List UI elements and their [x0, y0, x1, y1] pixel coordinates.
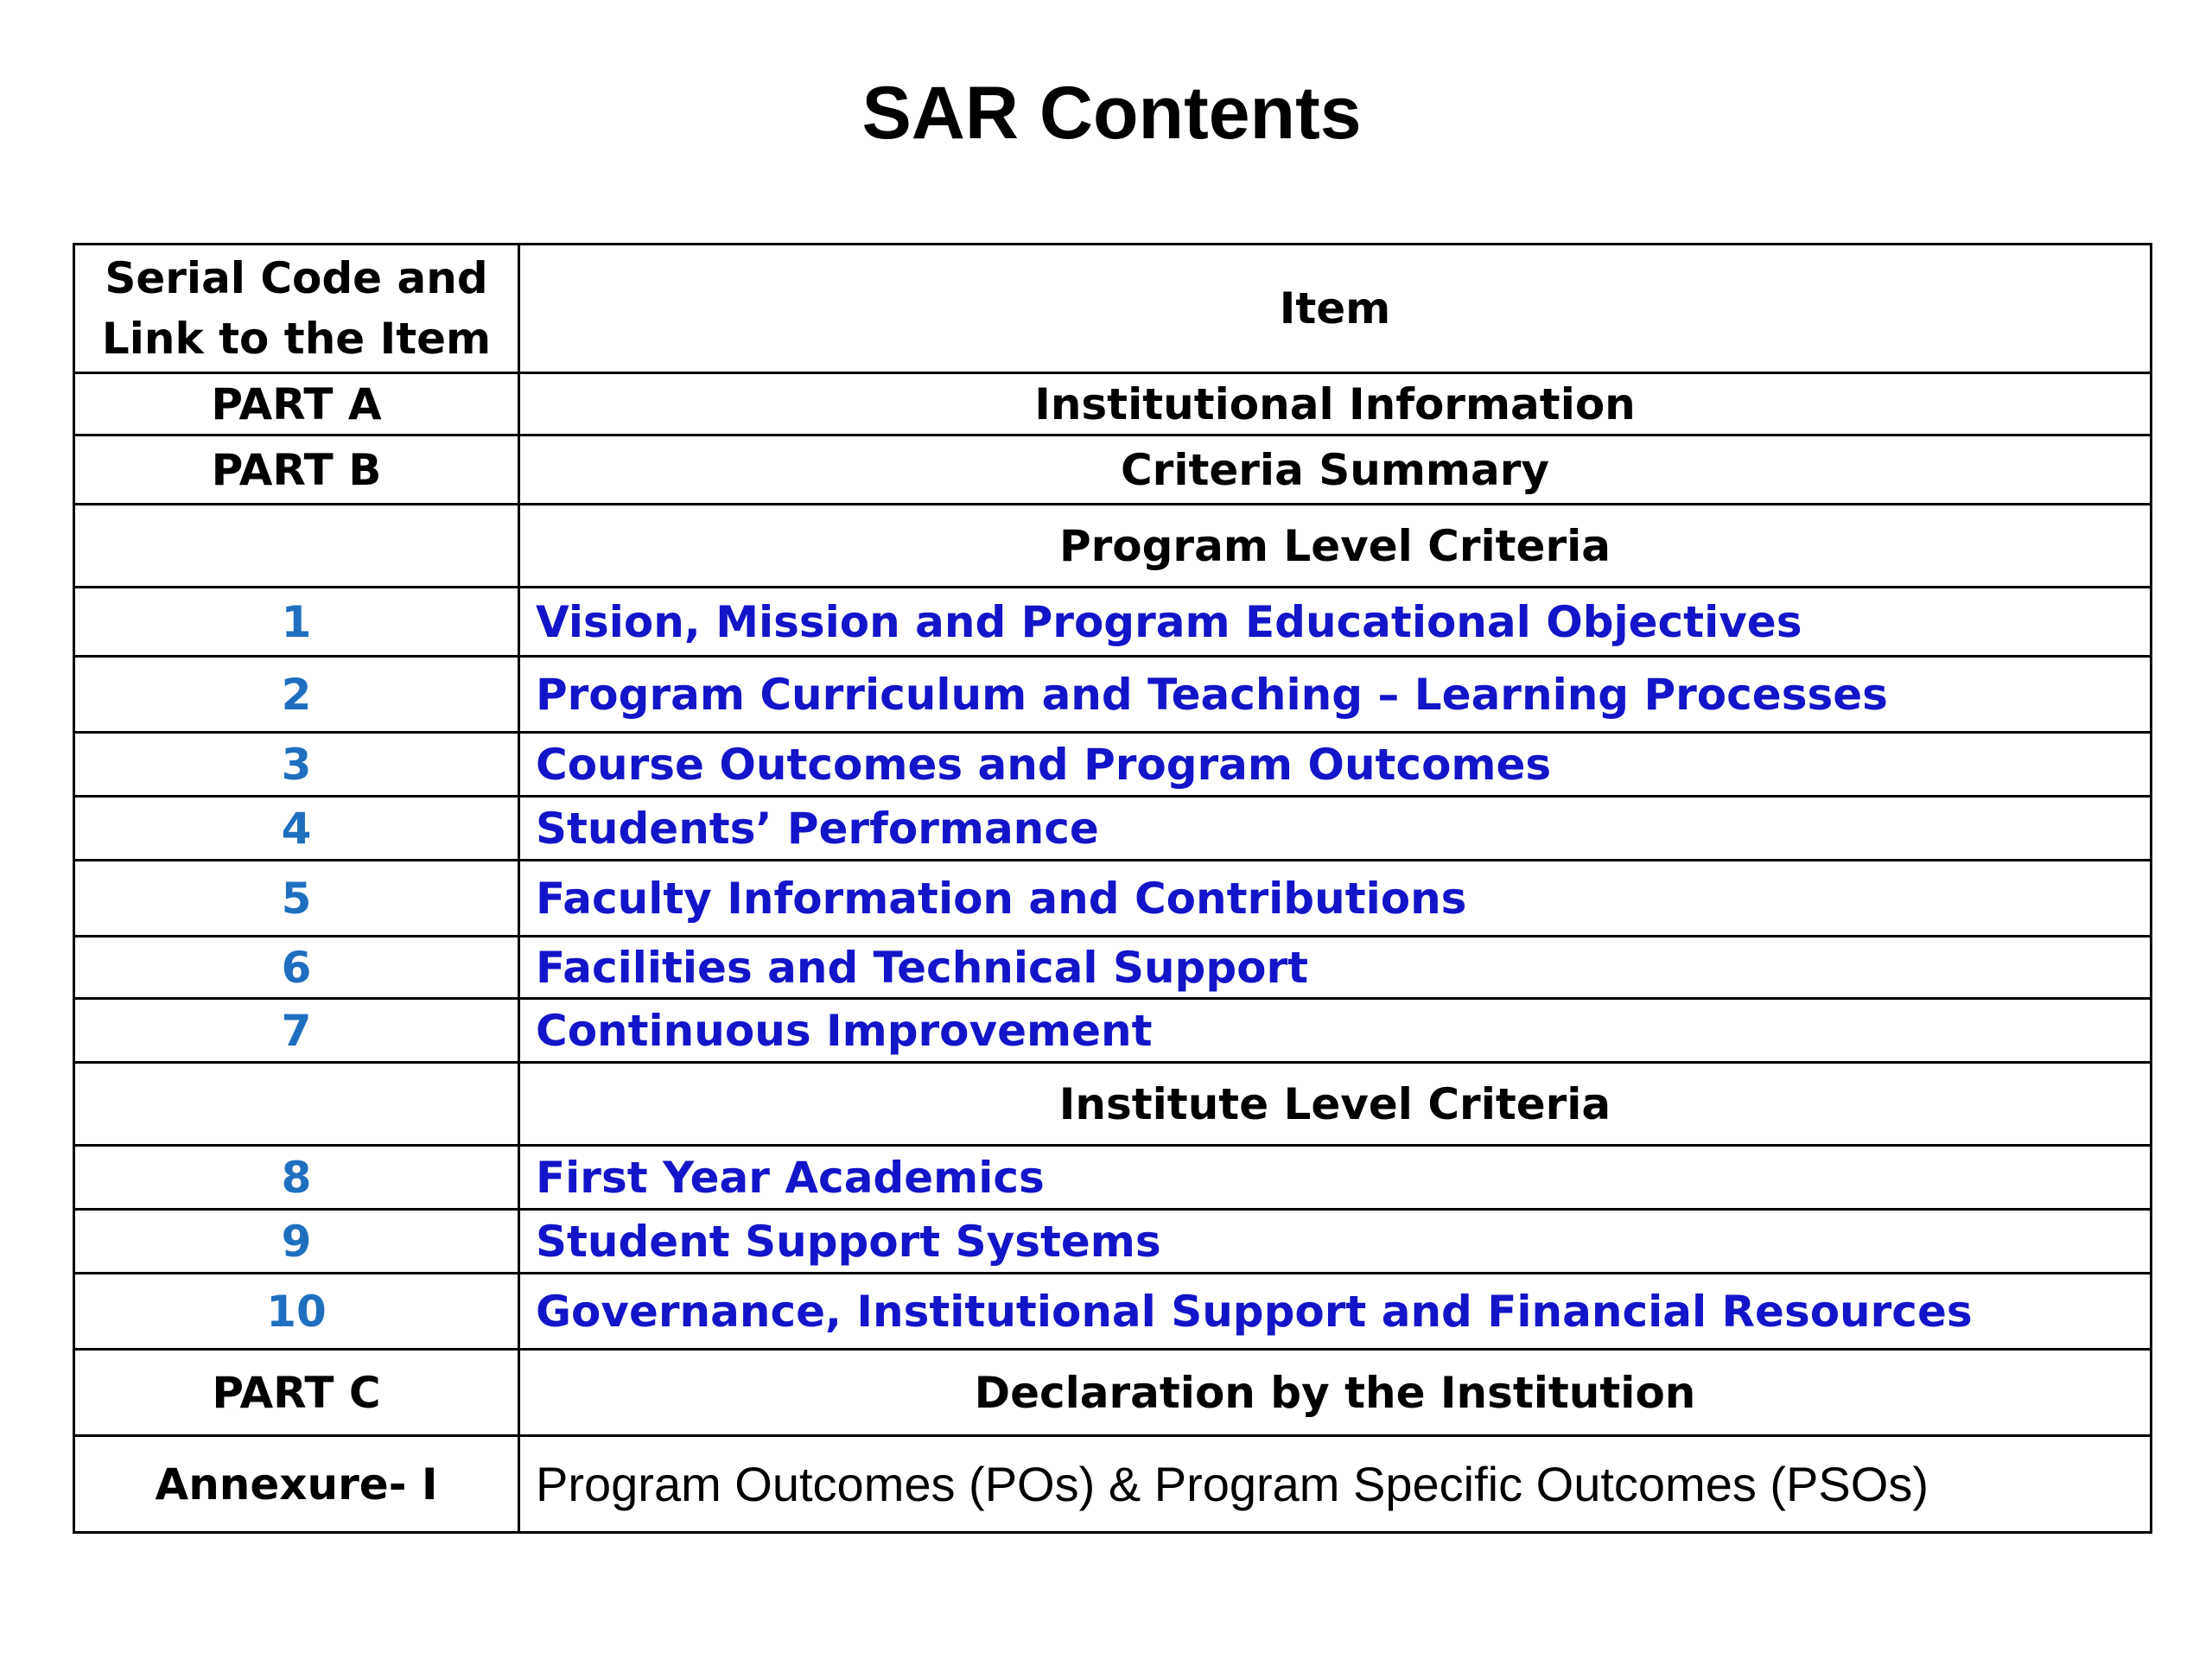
criterion-link-2[interactable]: Program Curriculum and Teaching – Learning Processes: [519, 657, 2152, 733]
row-code-part-c: PART C: [74, 1350, 519, 1436]
table-row[interactable]: [74, 657, 2152, 733]
table-row[interactable]: [74, 937, 2152, 999]
table-row[interactable]: [74, 861, 2152, 937]
table-row: [74, 1436, 2152, 1533]
page-title: SAR Contents: [861, 72, 1362, 155]
table-row[interactable]: [74, 588, 2152, 657]
header-serial-code-line2: Link to the Item: [101, 314, 492, 364]
row-code-empty: [74, 505, 519, 588]
table-row: [74, 1350, 2152, 1436]
table-row[interactable]: [74, 1146, 2152, 1210]
criterion-link-code-6[interactable]: 6: [74, 937, 519, 999]
table-row: [74, 435, 2152, 505]
criterion-link-code-2[interactable]: 2: [74, 657, 519, 733]
criterion-link-5[interactable]: Faculty Information and Contributions: [519, 861, 2152, 937]
row-item-declaration: Declaration by the Institution: [519, 1350, 2152, 1436]
table-row: [74, 505, 2152, 588]
criterion-link-code-8[interactable]: 8: [74, 1146, 519, 1210]
table-row: [74, 373, 2152, 435]
criterion-link-7[interactable]: Continuous Improvement: [519, 999, 2152, 1063]
criterion-link-1[interactable]: Vision, Mission and Program Educational Objectives: [519, 588, 2152, 657]
criterion-link-code-1[interactable]: 1: [74, 588, 519, 657]
header-serial-code-line1: Serial Code and: [105, 253, 488, 303]
section-heading-institute-level: Institute Level Criteria: [519, 1063, 2152, 1146]
row-code-empty: [74, 1063, 519, 1146]
sar-contents-table: [73, 243, 2152, 1534]
criterion-link-6[interactable]: Facilities and Technical Support: [519, 937, 2152, 999]
row-code-part-b: PART B: [74, 435, 519, 505]
table-row[interactable]: [74, 733, 2152, 797]
header-serial-code: [74, 245, 519, 373]
criterion-link-code-5[interactable]: 5: [74, 861, 519, 937]
criterion-link-8[interactable]: First Year Academics: [519, 1146, 2152, 1210]
table-row[interactable]: [74, 797, 2152, 861]
header-item: Item: [519, 245, 2152, 373]
row-code-part-a: PART A: [74, 373, 519, 435]
table-row: [74, 1063, 2152, 1146]
criterion-link-3[interactable]: Course Outcomes and Program Outcomes: [519, 733, 2152, 797]
table-header-row: [74, 245, 2152, 373]
table-row[interactable]: [74, 1274, 2152, 1350]
criterion-link-code-10[interactable]: 10: [74, 1274, 519, 1350]
row-item-criteria-summary: Criteria Summary: [519, 435, 2152, 505]
row-item-program-outcomes: Program Outcomes (POs) & Program Specific Outcomes (PSOs): [519, 1436, 2152, 1533]
criterion-link-9[interactable]: Student Support Systems: [519, 1210, 2152, 1274]
criterion-link-code-4[interactable]: 4: [74, 797, 519, 861]
table-row[interactable]: [74, 1210, 2152, 1274]
row-item-institutional-information: Institutional Information: [519, 373, 2152, 435]
criterion-link-code-7[interactable]: 7: [74, 999, 519, 1063]
section-heading-program-level: Program Level Criteria: [519, 505, 2152, 588]
row-code-annexure: Annexure- I: [74, 1436, 519, 1533]
criterion-link-code-3[interactable]: 3: [74, 733, 519, 797]
criterion-link-code-9[interactable]: 9: [74, 1210, 519, 1274]
criterion-link-10[interactable]: Governance, Institutional Support and Financial Resources: [519, 1274, 2152, 1350]
table-row[interactable]: [74, 999, 2152, 1063]
criterion-link-4[interactable]: Students’ Performance: [519, 797, 2152, 861]
